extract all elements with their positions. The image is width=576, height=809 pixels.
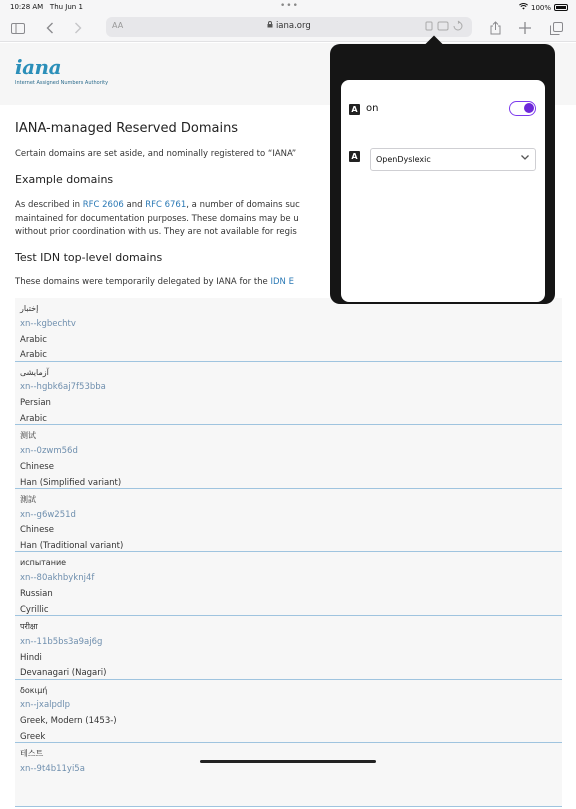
domain-label: испытание bbox=[20, 558, 67, 568]
battery-percent: 100% bbox=[530, 3, 551, 12]
domain-label: δοκιμή bbox=[20, 685, 48, 695]
rfc-6761-link[interactable]: RFC 6761 bbox=[145, 200, 187, 210]
page-title: IANA-managed Reserved Domains bbox=[15, 121, 239, 136]
domain-label: 测试 bbox=[20, 431, 36, 441]
font-badge-icon: A bbox=[349, 151, 360, 162]
domain-script: Han (Simplified variant) bbox=[20, 477, 122, 488]
table-row bbox=[15, 425, 562, 489]
table-row bbox=[15, 362, 562, 426]
test-idn-heading: Test IDN top-level domains bbox=[15, 251, 163, 264]
domain-language: Chinese bbox=[20, 461, 54, 472]
toggle-label: on bbox=[366, 103, 379, 114]
domain-script: Greek bbox=[20, 731, 46, 742]
tabs-icon[interactable] bbox=[546, 18, 566, 38]
share-icon[interactable] bbox=[485, 18, 505, 38]
domain-script: Arabic bbox=[20, 413, 47, 424]
domain-language: Chinese bbox=[20, 525, 54, 536]
domain-script: Arabic bbox=[20, 350, 47, 361]
domain-language: Russian bbox=[20, 588, 53, 599]
domain-label: إختبار bbox=[20, 304, 39, 313]
battery-icon bbox=[554, 4, 568, 11]
table-row bbox=[15, 489, 562, 553]
chevron-down-icon bbox=[520, 152, 530, 165]
status-right bbox=[519, 3, 568, 12]
domain-ace-link[interactable]: xn--9t4b11yi5a bbox=[20, 763, 85, 774]
extension-popover bbox=[330, 44, 555, 304]
table-row bbox=[15, 743, 562, 807]
table-row bbox=[15, 680, 562, 744]
status-time: 10:28 AM Thu Jun 1 bbox=[10, 3, 83, 11]
domain-ace-link[interactable]: xn--80akhbyknj4f bbox=[20, 573, 95, 584]
domain-label: 測試 bbox=[20, 494, 36, 504]
domain-language: Persian bbox=[20, 398, 51, 409]
home-indicator[interactable] bbox=[200, 760, 376, 763]
idn-table bbox=[15, 298, 562, 807]
domain-language: Greek, Modern (1453-) bbox=[20, 716, 117, 727]
domain-script: Han (Traditional variant) bbox=[20, 541, 124, 552]
multitasking-dots[interactable]: ••• bbox=[280, 1, 299, 11]
domain-language: Hindi bbox=[20, 652, 42, 663]
sidebar-icon[interactable] bbox=[8, 18, 28, 38]
extension-icons[interactable] bbox=[424, 21, 464, 34]
page-settings-button[interactable]: AA bbox=[112, 21, 124, 30]
extension-panel bbox=[341, 80, 545, 302]
table-row bbox=[15, 552, 562, 616]
domain-ace-link[interactable]: xn--hgbk6aj7f53bba bbox=[20, 382, 106, 393]
browser-toolbar bbox=[0, 14, 576, 42]
wifi-icon bbox=[519, 3, 528, 12]
enable-toggle[interactable] bbox=[509, 101, 536, 116]
status-bar bbox=[0, 0, 576, 14]
domain-ace-link[interactable]: xn--jxalpdlp bbox=[20, 700, 71, 711]
back-icon[interactable] bbox=[40, 18, 60, 38]
iana-logo[interactable]: iana Internet Assigned Numbers Authority bbox=[15, 55, 109, 86]
table-row bbox=[15, 616, 562, 680]
idn-evaluation-link[interactable]: IDN E bbox=[270, 277, 294, 287]
domain-ace-link[interactable]: xn--11b5bs3a9aj6g bbox=[20, 636, 103, 647]
test-idn-text: These domains were temporarily delegated by IANA for the IDN E bbox=[15, 277, 294, 287]
domain-script: Cyrillic bbox=[20, 604, 49, 615]
url-text: iana.org bbox=[106, 21, 472, 31]
toggle-knob bbox=[524, 103, 534, 113]
forward-icon[interactable] bbox=[68, 18, 88, 38]
font-select[interactable] bbox=[370, 148, 536, 171]
font-badge-icon: A bbox=[349, 104, 360, 115]
domain-script bbox=[20, 794, 557, 809]
domain-label: परीक्षा bbox=[20, 621, 38, 631]
font-select-value: OpenDyslexic bbox=[376, 155, 431, 164]
domain-label: 테스트 bbox=[20, 749, 44, 759]
intro-text: Certain domains are set aside, and nominally registered to “IANA” bbox=[15, 149, 297, 159]
plus-icon[interactable] bbox=[515, 18, 535, 38]
domain-label: آزمایشی bbox=[20, 367, 49, 377]
table-row bbox=[15, 298, 562, 362]
domain-ace-link[interactable]: xn--kgbechtv bbox=[20, 318, 76, 329]
domain-ace-link[interactable]: xn--0zwm56d bbox=[20, 445, 78, 456]
rfc-2606-link[interactable]: RFC 2606 bbox=[82, 200, 124, 210]
domain-language bbox=[20, 778, 557, 794]
example-domains-text: As described in RFC 2606 and RFC 6761, a number of domains suc maintained for documentation purposes. These domains may be u without prior coordination with us. They are not available for regis bbox=[15, 200, 300, 237]
domain-ace-link[interactable]: xn--g6w251d bbox=[20, 509, 76, 520]
lock-icon bbox=[267, 21, 276, 31]
address-bar[interactable] bbox=[106, 17, 472, 37]
example-domains-heading: Example domains bbox=[15, 173, 114, 186]
domain-language: Arabic bbox=[20, 334, 47, 345]
domain-script: Devanagari (Nagari) bbox=[20, 668, 107, 679]
